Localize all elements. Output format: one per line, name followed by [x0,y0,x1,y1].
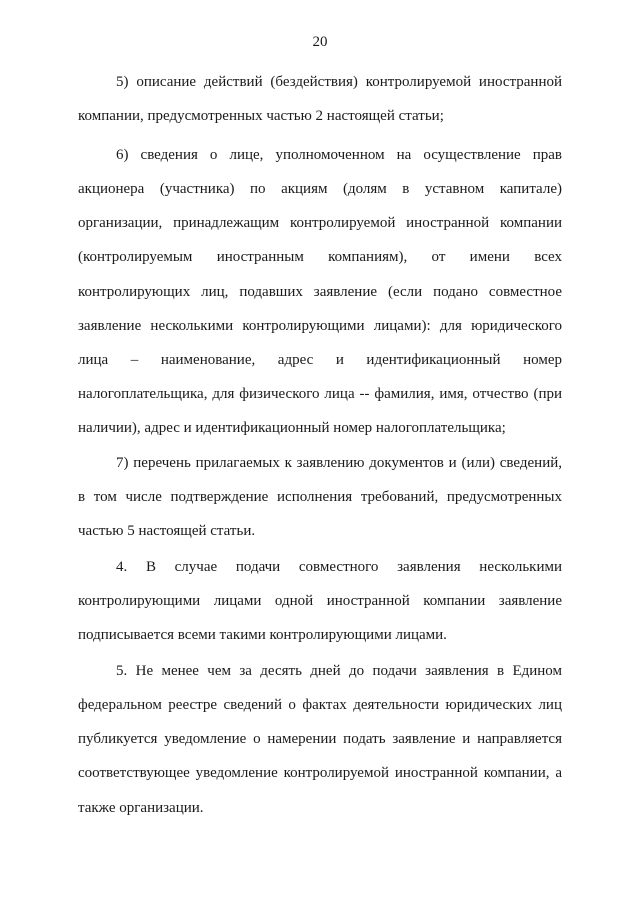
text-line: публикуется уведомление о намерении подать заявление и направляется [78,731,562,747]
text-line: 5. Не менее чем за десять дней до подачи заявления в Едином [116,663,562,679]
text-line: соответствующее уведомление контролируемой иностранной компании, а [78,765,562,781]
text-line: 4. В случае подачи совместного заявления несколькими [116,559,562,575]
text-line: 5) описание действий (бездействия) контролируемой иностранной [116,74,562,90]
text-line: 7) перечень прилагаемых к заявлению документов и (или) сведений, [116,455,562,471]
text-line: (контролируемым иностранным компаниям), от имени всех [78,249,562,265]
text-line: подписывается всеми такими контролирующими лицами. [78,627,447,643]
text-line: лица – наименование, адрес и идентификационный номер [78,352,562,368]
page-number: 20 [312,34,328,50]
text-line: организации, принадлежащим контролируемой иностранной компании [78,215,562,231]
text-line: компании, предусмотренных частью 2 настоящей статьи; [78,108,444,124]
text-line: в том числе подтверждение исполнения требований, предусмотренных [78,489,562,505]
text-line: контролирующих лиц, подавших заявление (если подано совместное [78,284,562,300]
text-line: налогоплательщика, для физического лица -- фамилия, имя, отчество (при [78,386,562,402]
text-line: 6) сведения о лице, уполномоченном на осуществление прав [116,147,562,163]
text-line: заявление несколькими контролирующими лицами): для юридического [78,318,562,334]
text-line: федеральном реестре сведений о фактах деятельности юридических лиц [78,697,562,713]
text-line: частью 5 настоящей статьи. [78,523,256,539]
text-line: контролирующими лицами одной иностранной компании заявление [78,593,562,609]
text-line: наличии), адрес и идентификационный номер налогоплательщика; [78,420,506,436]
text-line: акционера (участника) по акциям (долям в уставном капитале) [78,181,562,197]
text-line: также организации. [78,800,204,816]
